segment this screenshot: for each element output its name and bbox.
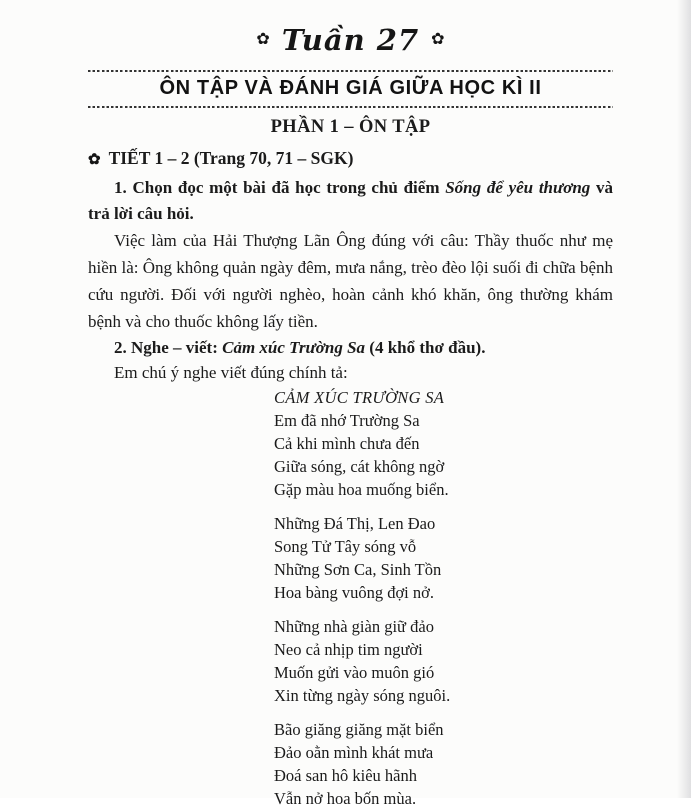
lesson-heading [88,146,613,172]
task-1-heading [88,175,613,227]
week-title: Tuần 27 [281,23,420,57]
poem-line: Những Đá Thị, Len Đao [274,514,436,533]
poem [274,386,613,810]
poem-stanza-4 [274,718,613,810]
task-2-text-suffix: (4 khổ thơ đầu). [365,338,486,357]
poem-line: Những Sơn Ca, Sinh Tồn [274,560,442,579]
task-1-answer: Việc làm của Hải Thượng Lãn Ông đúng với câu: Thầy thuốc như mẹ hiền là: Ông không quản ngày đêm, mưa nắng, trèo đèo lội suối đi chữa bệnh cứu người. Đối với người nghèo, hoàn cảnh khó khăn, ông thường khám bệnh và cho thuốc không lấy tiền. [88,231,614,331]
poem-line: Song Tử Tây sóng vỗ [274,537,417,556]
poem-line: Cả khi mình chưa đến [274,434,420,453]
part-title: PHẦN 1 – ÔN TẬP [270,117,431,137]
task-2-work-title: Cảm xúc Trường Sa [222,338,366,357]
lesson-heading-label: TIẾT 1 – 2 (Trang 70, 71 – SGK) [108,148,354,168]
poem-line: Hoa bàng vuông đợi nở. [274,583,434,602]
chapter-title-band [88,70,613,108]
poem-stanza-2 [274,512,613,604]
task-2-text: 2. Nghe – viết: [114,338,223,357]
poem-title: CẢM XÚC TRƯỜNG SA [274,388,445,407]
chapter-title: ÔN TẬP VÀ ĐÁNH GIÁ GIỮA HỌC KÌ II [159,77,542,99]
poem-line: Đảo oằn mình khát mưa [274,743,434,762]
page-edge-shadow [677,0,691,798]
poem-line: Gặp màu hoa muống biển. [274,480,449,499]
poem-line: Vẫn nở hoa bốn mùa. [274,789,417,808]
poem-line: Giữa sóng, cát không ngờ [274,457,445,476]
task-2-heading [88,335,613,360]
florette-icon: ✿ [88,152,101,168]
poem-stanza-1 [274,409,613,501]
week-header [88,24,613,62]
poem-line: Muốn gửi vào muôn gió [274,663,435,682]
divider-line [88,106,613,108]
task-1-text-suffix: và trả lời câu hỏi. [88,178,613,223]
florette-icon: ✿ [256,31,270,48]
task-1-text: 1. Chọn đọc một bài đã học trong chủ điểm [114,178,446,197]
page-content [88,24,613,810]
poem-stanza-3 [274,615,613,707]
poem-line: Neo cả nhịp tim người [274,640,423,659]
poem-line: Những nhà giàn giữ đảo [274,617,434,636]
poem-line: Em đã nhớ Trường Sa [274,411,420,430]
poem-line: Bão giăng giăng mặt biển [274,720,444,739]
task-2-note: Em chú ý nghe viết đúng chính tả: [114,363,348,382]
poem-line: Đoá san hô kiêu hãnh [274,766,417,785]
florette-icon: ✿ [431,31,445,48]
poem-line: Xin từng ngày sóng nguôi. [274,686,451,705]
task-1-book-title: Sống để yêu thương [445,178,591,197]
